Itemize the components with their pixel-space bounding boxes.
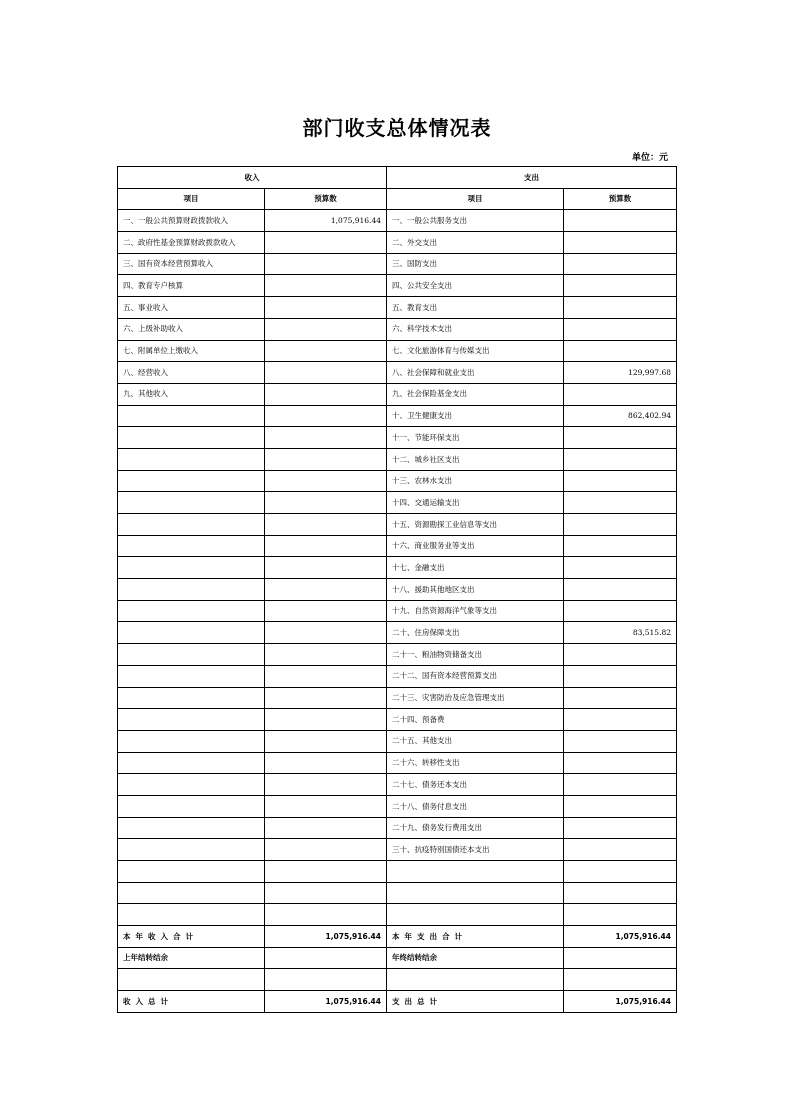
expense-item-cell: 十六、商业服务业等支出 xyxy=(387,535,564,557)
blank-cell xyxy=(564,969,677,991)
blank-cell xyxy=(265,969,387,991)
income-item-cell xyxy=(118,579,265,601)
expense-value-cell xyxy=(564,514,677,536)
table-row xyxy=(118,709,677,731)
section-header-row xyxy=(118,167,677,189)
income-item-cell xyxy=(118,470,265,492)
table-row xyxy=(118,882,677,904)
income-value-cell xyxy=(265,730,387,752)
expense-value-cell: 129,997.68 xyxy=(564,362,677,384)
expense-grand-total-value: 1,075,916.44 xyxy=(564,991,677,1013)
table-row xyxy=(118,839,677,861)
table-row xyxy=(118,514,677,536)
income-value-cell xyxy=(265,253,387,275)
income-value-cell xyxy=(265,340,387,362)
income-item-cell xyxy=(118,427,265,449)
expense-value-cell xyxy=(564,861,677,883)
income-value-cell xyxy=(265,861,387,883)
income-value-cell xyxy=(265,795,387,817)
expense-item-cell: 七、文化旅游体育与传媒支出 xyxy=(387,340,564,362)
table-row xyxy=(118,644,677,666)
expense-item-cell: 十、卫生健康支出 xyxy=(387,405,564,427)
table-row xyxy=(118,297,677,319)
income-item-cell xyxy=(118,514,265,536)
table-row xyxy=(118,665,677,687)
expense-value-cell xyxy=(564,318,677,340)
expense-value-cell xyxy=(564,232,677,254)
expense-item-cell: 三、国防支出 xyxy=(387,253,564,275)
carry-out-label: 年终结转结余 xyxy=(387,947,564,969)
income-value-cell xyxy=(265,275,387,297)
blank-cell xyxy=(118,969,265,991)
expense-item-cell: 十五、资源勘探工业信息等支出 xyxy=(387,514,564,536)
table-row xyxy=(118,904,677,926)
income-value-cell xyxy=(265,470,387,492)
expense-item-cell xyxy=(387,904,564,926)
table-row xyxy=(118,470,677,492)
table-row xyxy=(118,210,677,232)
expense-item-cell: 五、教育支出 xyxy=(387,297,564,319)
expense-value-cell xyxy=(564,665,677,687)
expense-value-cell: 862,402.94 xyxy=(564,405,677,427)
carry-in-value xyxy=(265,947,387,969)
income-budget-header: 预算数 xyxy=(265,188,387,210)
expense-item-cell: 三十、抗疫特别国债还本支出 xyxy=(387,839,564,861)
expense-item-cell: 十九、自然资源海洋气象等支出 xyxy=(387,600,564,622)
expense-item-cell: 九、社会保险基金支出 xyxy=(387,383,564,405)
income-item-cell xyxy=(118,752,265,774)
blank-cell xyxy=(387,969,564,991)
table-row xyxy=(118,752,677,774)
table-row xyxy=(118,405,677,427)
expense-item-cell: 二十六、转移性支出 xyxy=(387,752,564,774)
expense-value-cell xyxy=(564,579,677,601)
income-value-cell xyxy=(265,427,387,449)
year-expense-total-label: 本年支出合计 xyxy=(387,926,564,948)
expense-value-cell xyxy=(564,600,677,622)
income-value-cell xyxy=(265,644,387,666)
expense-value-cell xyxy=(564,340,677,362)
income-item-cell xyxy=(118,817,265,839)
carry-in-label: 上年结转结余 xyxy=(118,947,265,969)
income-value-cell xyxy=(265,362,387,384)
income-value-cell xyxy=(265,514,387,536)
expense-value-cell xyxy=(564,383,677,405)
income-grand-total-value: 1,075,916.44 xyxy=(265,991,387,1013)
expense-section-header: 支出 xyxy=(387,167,677,189)
income-item-cell xyxy=(118,600,265,622)
income-item-cell xyxy=(118,665,265,687)
table-row xyxy=(118,427,677,449)
expense-item-cell: 十七、金融支出 xyxy=(387,557,564,579)
expense-value-cell xyxy=(564,427,677,449)
expense-item-cell: 十一、节能环保支出 xyxy=(387,427,564,449)
table-row xyxy=(118,579,677,601)
income-item-header: 项目 xyxy=(118,188,265,210)
table-row xyxy=(118,253,677,275)
income-value-cell xyxy=(265,383,387,405)
income-item-cell xyxy=(118,492,265,514)
income-item-cell: 五、事业收入 xyxy=(118,297,265,319)
expense-item-cell xyxy=(387,882,564,904)
table-body xyxy=(118,167,677,1013)
income-item-cell xyxy=(118,774,265,796)
income-value-cell xyxy=(265,318,387,340)
expense-value-cell xyxy=(564,774,677,796)
expense-value-cell xyxy=(564,297,677,319)
expense-value-cell xyxy=(564,752,677,774)
expense-value-cell xyxy=(564,730,677,752)
income-value-cell xyxy=(265,839,387,861)
grand-total-row xyxy=(118,991,677,1013)
expense-value-cell xyxy=(564,535,677,557)
expense-item-cell: 十八、援助其他地区支出 xyxy=(387,579,564,601)
table-row xyxy=(118,340,677,362)
income-value-cell xyxy=(265,752,387,774)
expense-value-cell xyxy=(564,644,677,666)
expense-item-cell: 二十五、其他支出 xyxy=(387,730,564,752)
expense-item-cell: 四、公共安全支出 xyxy=(387,275,564,297)
income-value-cell xyxy=(265,774,387,796)
expense-item-cell: 十四、交通运输支出 xyxy=(387,492,564,514)
table-row xyxy=(118,622,677,644)
income-item-cell: 八、经营收入 xyxy=(118,362,265,384)
income-item-cell xyxy=(118,448,265,470)
income-item-cell xyxy=(118,622,265,644)
income-item-cell: 一、一般公共预算财政拨款收入 xyxy=(118,210,265,232)
table-row xyxy=(118,557,677,579)
table-row xyxy=(118,492,677,514)
blank-row xyxy=(118,969,677,991)
income-item-cell: 六、上级补助收入 xyxy=(118,318,265,340)
income-item-cell xyxy=(118,557,265,579)
income-item-cell xyxy=(118,904,265,926)
income-item-cell xyxy=(118,839,265,861)
income-value-cell xyxy=(265,492,387,514)
table-row xyxy=(118,687,677,709)
expense-item-cell: 二十、住房保障支出 xyxy=(387,622,564,644)
expense-grand-total-label: 支出总计 xyxy=(387,991,564,1013)
table-row xyxy=(118,275,677,297)
table-row xyxy=(118,795,677,817)
table-row xyxy=(118,383,677,405)
expense-item-cell: 一、一般公共服务支出 xyxy=(387,210,564,232)
table-row xyxy=(118,817,677,839)
income-value-cell xyxy=(265,817,387,839)
income-value-cell xyxy=(265,297,387,319)
income-value-cell xyxy=(265,232,387,254)
expense-value-cell xyxy=(564,253,677,275)
table-row xyxy=(118,535,677,557)
year-income-total-label: 本年收入合计 xyxy=(118,926,265,948)
carry-over-row xyxy=(118,947,677,969)
expense-item-cell: 八、社会保障和就业支出 xyxy=(387,362,564,384)
expense-item-cell: 十三、农林水支出 xyxy=(387,470,564,492)
table-row xyxy=(118,774,677,796)
income-value-cell xyxy=(265,709,387,731)
income-item-cell xyxy=(118,535,265,557)
expense-item-header: 项目 xyxy=(387,188,564,210)
expense-value-cell: 83,515.82 xyxy=(564,622,677,644)
column-header-row xyxy=(118,188,677,210)
income-value-cell xyxy=(265,557,387,579)
expense-item-cell: 二十七、债务还本支出 xyxy=(387,774,564,796)
income-value-cell xyxy=(265,535,387,557)
income-value-cell xyxy=(265,882,387,904)
expense-value-cell xyxy=(564,817,677,839)
income-value-cell xyxy=(265,579,387,601)
expense-value-cell xyxy=(564,210,677,232)
expense-item-cell: 十二、城乡社区支出 xyxy=(387,448,564,470)
expense-item-cell: 二十一、粮油物资储备支出 xyxy=(387,644,564,666)
income-value-cell xyxy=(265,665,387,687)
income-item-cell: 七、附属单位上缴收入 xyxy=(118,340,265,362)
expense-value-cell xyxy=(564,275,677,297)
table-row xyxy=(118,318,677,340)
income-item-cell xyxy=(118,405,265,427)
expense-value-cell xyxy=(564,882,677,904)
income-value-cell xyxy=(265,405,387,427)
expense-item-cell: 二十九、债务发行费用支出 xyxy=(387,817,564,839)
expense-value-cell xyxy=(564,448,677,470)
table-row xyxy=(118,861,677,883)
page-title: 部门收支总体情况表 xyxy=(302,116,492,140)
income-grand-total-label: 收入总计 xyxy=(118,991,265,1013)
year-income-total-value: 1,075,916.44 xyxy=(265,926,387,948)
table-row xyxy=(118,232,677,254)
expense-value-cell xyxy=(564,839,677,861)
income-item-cell xyxy=(118,687,265,709)
income-item-cell xyxy=(118,795,265,817)
expense-value-cell xyxy=(564,795,677,817)
income-item-cell xyxy=(118,730,265,752)
expense-item-cell: 六、科学技术支出 xyxy=(387,318,564,340)
expense-value-cell xyxy=(564,687,677,709)
table-row xyxy=(118,730,677,752)
income-value-cell xyxy=(265,622,387,644)
income-item-cell: 三、国有资本经营预算收入 xyxy=(118,253,265,275)
year-total-row xyxy=(118,926,677,948)
table-row xyxy=(118,362,677,384)
expense-value-cell xyxy=(564,492,677,514)
budget-table xyxy=(117,166,677,1013)
income-item-cell xyxy=(118,861,265,883)
expense-item-cell: 二十三、灾害防治及应急管理支出 xyxy=(387,687,564,709)
expense-item-cell: 二、外交支出 xyxy=(387,232,564,254)
expense-budget-header: 预算数 xyxy=(564,188,677,210)
income-item-cell xyxy=(118,644,265,666)
carry-out-value xyxy=(564,947,677,969)
income-item-cell xyxy=(118,709,265,731)
income-item-cell: 四、教育专户核算 xyxy=(118,275,265,297)
expense-item-cell: 二十八、债务付息支出 xyxy=(387,795,564,817)
expense-value-cell xyxy=(564,470,677,492)
income-value-cell xyxy=(265,904,387,926)
expense-value-cell xyxy=(564,557,677,579)
expense-item-cell: 二十二、国有资本经营预算支出 xyxy=(387,665,564,687)
unit-label: 单位：元 xyxy=(631,153,668,163)
income-value-cell xyxy=(265,687,387,709)
table-row xyxy=(118,600,677,622)
expense-value-cell xyxy=(564,709,677,731)
table-row xyxy=(118,448,677,470)
income-value-cell: 1,075,916.44 xyxy=(265,210,387,232)
expense-value-cell xyxy=(564,904,677,926)
income-value-cell xyxy=(265,600,387,622)
expense-item-cell xyxy=(387,861,564,883)
expense-item-cell: 二十四、预备费 xyxy=(387,709,564,731)
income-section-header: 收入 xyxy=(118,167,387,189)
year-expense-total-value: 1,075,916.44 xyxy=(564,926,677,948)
income-value-cell xyxy=(265,448,387,470)
income-item-cell xyxy=(118,882,265,904)
income-item-cell: 九、其他收入 xyxy=(118,383,265,405)
income-item-cell: 二、政府性基金预算财政拨款收入 xyxy=(118,232,265,254)
